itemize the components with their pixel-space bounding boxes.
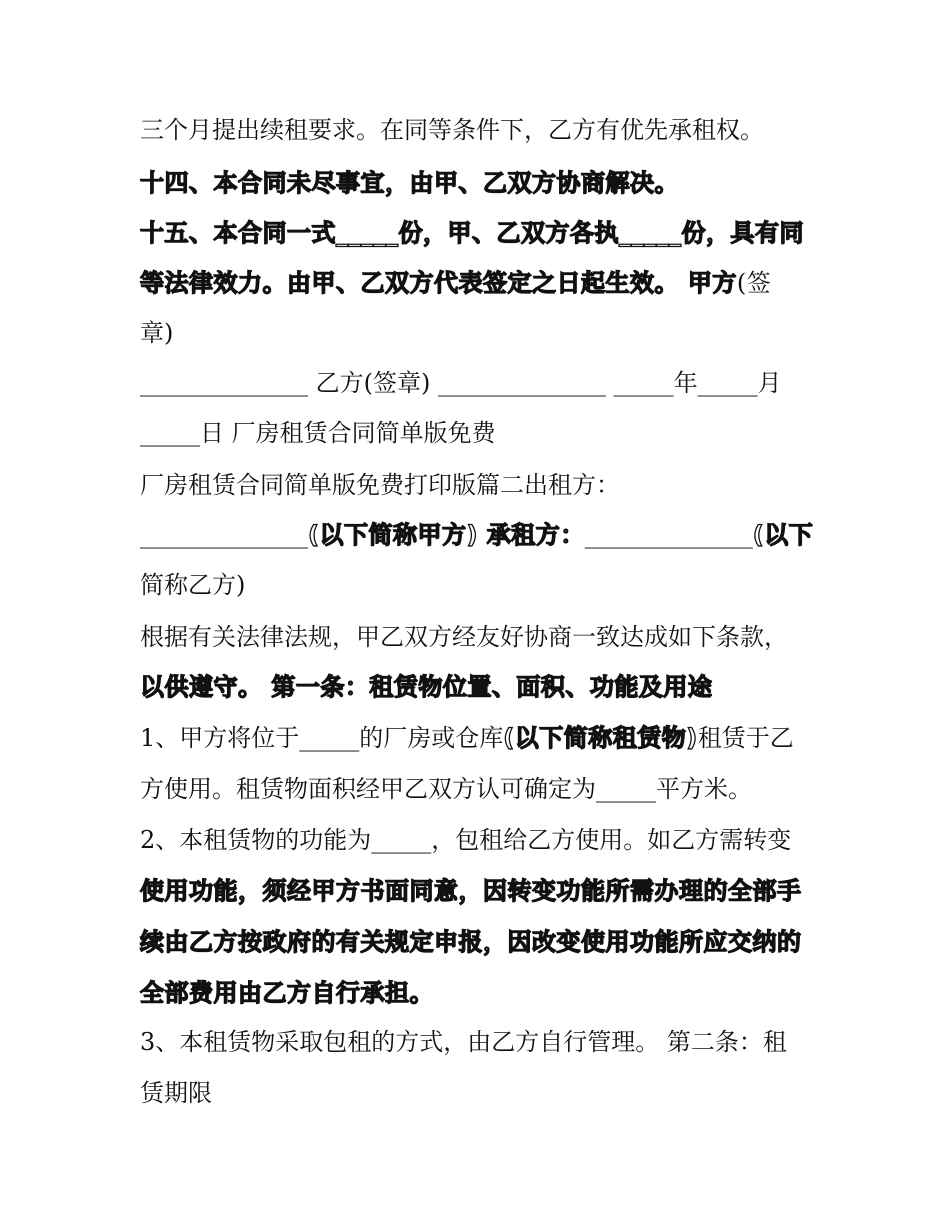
text-line-20 [140,1073,820,1113]
text-line-7 [140,413,820,453]
text-line-10 [140,565,820,605]
text-line-1 [140,110,820,150]
line-segment: 三个月提出续租要求。在同等条件下，乙方有优先承租权。 [140,116,764,144]
line-segment: 以供遵守。 第一条：租赁物位置、面积、功能及用途 [140,673,713,701]
text-line-2 [140,163,820,203]
text-line-5 [140,313,820,353]
text-line-18 [140,973,820,1013]
line-segment: _____日 厂房租赁合同简单版免费 [140,419,496,447]
text-line-19 [140,1022,820,1062]
line-segment: 租赁于乙 [697,724,794,752]
text-line-9 [140,515,820,555]
line-segment: (以下 [752,521,814,549]
line-segment: ______________ [140,521,308,549]
line-segment: 全部费用由乙方自行承担。 [140,979,434,1007]
text-line-17 [140,922,820,962]
text-line-12 [140,667,820,707]
line-segment: (签 [736,269,772,297]
text-line-11 [140,617,820,657]
line-segment: 根据有关法律法规，甲乙双方经友好协商一致达成如下条款， [140,623,788,651]
text-line-4 [140,263,820,303]
text-line-3 [140,213,820,253]
line-segment: 2、本租赁物的功能为_____，包租给乙方使用。如乙方需转变 [140,826,792,854]
line-segment: 续由乙方按政府的有关规定申报，因改变使用功能所应交纳的 [140,928,802,956]
line-segment: 赁期限 [140,1079,212,1107]
line-segment: ______________ 乙方(签章) ______________ _____年_____月 [140,369,782,397]
line-segment: 简称乙方) [140,571,246,599]
line-segment: 等法律效力。由甲、乙双方代表签定之日起生效。 甲方 [140,269,737,297]
line-segment: 3、本租赁物采取包租的方式，由乙方自行管理。 第二条：租 [140,1028,787,1056]
line-segment: (以下简称租赁物) [503,724,698,752]
line-segment: 十五、本合同一式_____份，甲、乙双方各执_____份，具有同 [140,219,804,247]
text-line-8 [140,465,820,505]
line-segment: 使用功能，须经甲方书面同意，因转变功能所需办理的全部手 [140,877,802,905]
text-line-16 [140,871,820,911]
text-line-13 [140,718,820,758]
line-segment: 章) [140,319,174,347]
line-segment: 方使用。租赁物面积经甲乙双方认可确定为_____平方米。 [140,775,752,803]
line-segment: (以下简称甲方) 承租方： [308,521,585,549]
line-segment: 厂房租赁合同简单版免费打印版篇二出租方： [140,471,620,499]
line-segment: 十四、本合同未尽事宜，由甲、乙双方协商解决。 [140,169,679,197]
text-line-15 [140,820,820,860]
text-line-14 [140,769,820,809]
line-segment: 1、甲方将位于_____的厂房或仓库 [140,724,504,752]
text-line-6 [140,363,820,403]
line-segment: ______________ [584,521,753,549]
